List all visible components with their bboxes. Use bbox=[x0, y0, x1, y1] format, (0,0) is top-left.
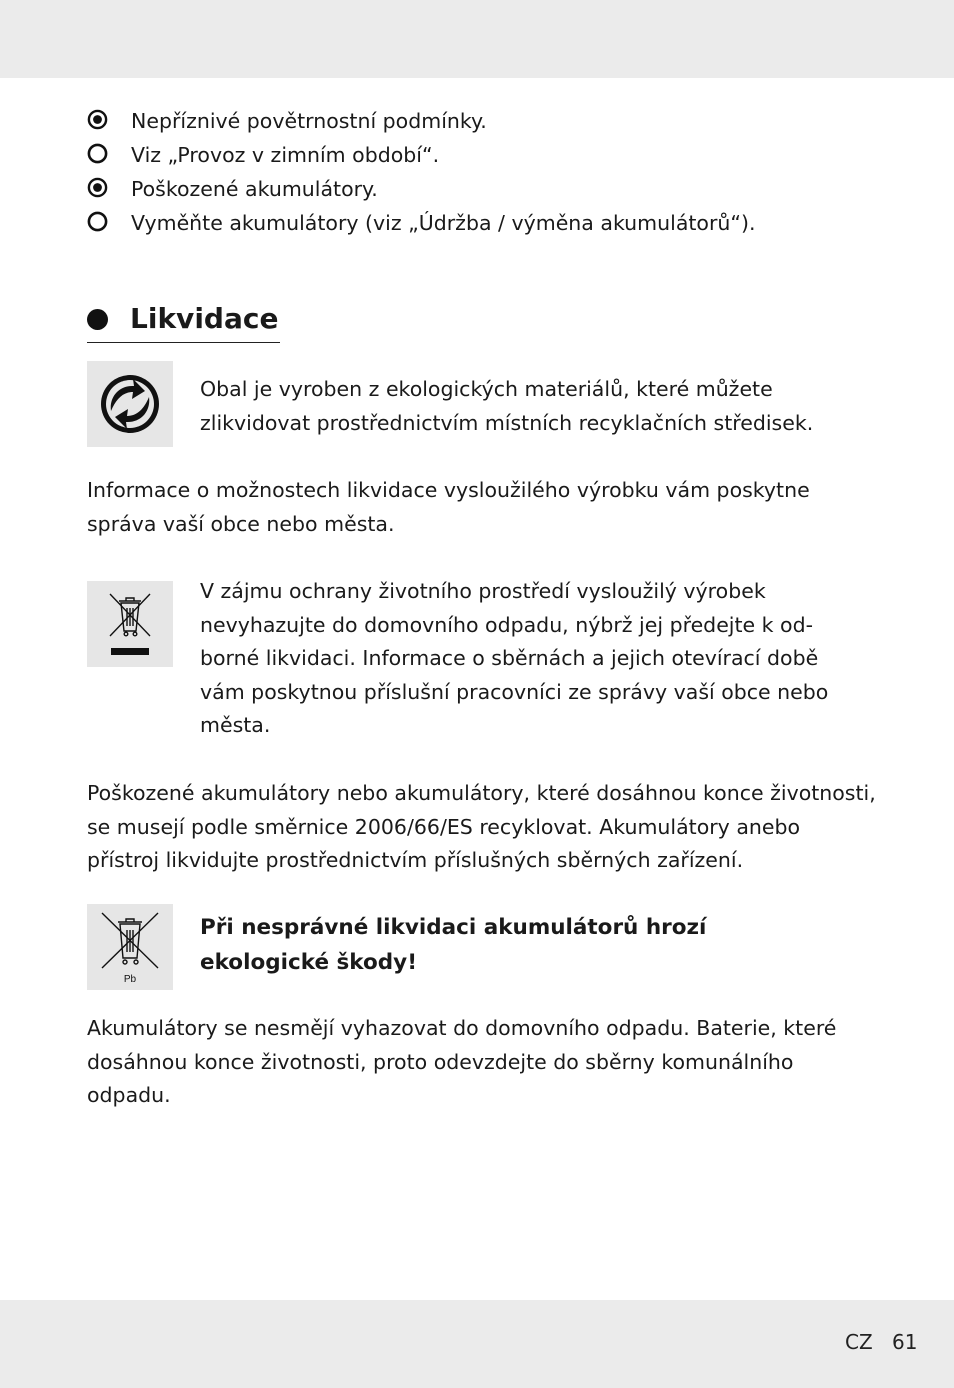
text-line: Při nesprávné likvidaci akumulátorů hrozí bbox=[200, 915, 707, 940]
weee-icon-box bbox=[87, 581, 173, 667]
battery-info-text bbox=[87, 777, 876, 878]
bottom-band bbox=[0, 1300, 954, 1388]
text-line: borné likvidaci. Informace o sběrnách a jejich otevírací době bbox=[200, 646, 819, 670]
section-heading bbox=[87, 298, 280, 343]
crossed-bin-pb-icon bbox=[87, 904, 173, 990]
heading-bullet-icon bbox=[87, 309, 108, 330]
text-line: vám poskytnou příslušní pracovníci ze správy vaší obce nebo bbox=[200, 679, 829, 704]
list-item-text: Poškozené akumulátory. bbox=[131, 177, 378, 201]
text-line: správa vaší obce nebo města. bbox=[87, 511, 395, 536]
text-line: Poškozené akumulátory nebo akumulátory, které dosáhnou konce životnosti, bbox=[87, 781, 876, 805]
recycle-icon-box bbox=[87, 361, 173, 447]
text-line: města. bbox=[200, 713, 271, 737]
final-text bbox=[87, 1012, 836, 1113]
page-number: 61 bbox=[892, 1330, 918, 1354]
info-text bbox=[87, 474, 810, 541]
text-line: odpadu. bbox=[87, 1083, 171, 1107]
packaging-text bbox=[200, 373, 813, 440]
text-line: zlikvidovat prostřednictvím místních recyklačních středisek. bbox=[200, 410, 814, 435]
list-item-text: Nepříznivé povětrnostní podmínky. bbox=[131, 109, 487, 133]
remedy-icon bbox=[87, 143, 108, 164]
footer-language: CZ bbox=[845, 1330, 873, 1354]
remedy-icon bbox=[87, 211, 108, 232]
text-line: Akumulátory se nesmějí vyhazovat do domovního odpadu. Baterie, které bbox=[87, 1016, 837, 1040]
text-line: Informace o možnostech likvidace vysloužilého výrobku vám poskytne bbox=[87, 478, 810, 502]
top-band bbox=[0, 0, 954, 78]
text-line: Obal je vyroben z ekologických materiálů, které můžete bbox=[200, 377, 773, 401]
text-line: nevyhazujte do domovního odpadu, nýbrž jej předejte k od- bbox=[200, 612, 814, 637]
text-line: se musejí podle směrnice 2006/66/ES recyklovat. Akumulátory anebo bbox=[87, 814, 801, 839]
pb-label: Pb bbox=[123, 974, 137, 985]
text-line: přístroj likvidujte prostřednictvím příslušných sběrných zařízení. bbox=[87, 848, 744, 872]
cause-icon bbox=[87, 177, 108, 198]
text-line: ekologické škody! bbox=[200, 950, 418, 975]
list-item-text: Viz „Provoz v zimním období“. bbox=[131, 143, 440, 167]
recycle-icon bbox=[87, 361, 173, 447]
battery-icon-box bbox=[87, 904, 173, 990]
weee-text bbox=[200, 575, 828, 743]
text-line: V zájmu ochrany životního prostředí vysloužilý výrobek bbox=[200, 579, 766, 603]
section-title: Likvidace bbox=[130, 302, 279, 335]
battery-warning-text bbox=[200, 910, 706, 980]
text-line: dosáhnou konce životnosti, proto odevzdejte do sběrny komunálního bbox=[87, 1049, 794, 1074]
crossed-bin-icon bbox=[87, 581, 173, 667]
cause-icon bbox=[87, 109, 108, 130]
list-item-text: Vyměňte akumulátory (viz „Údržba / výměna akumulátorů“). bbox=[131, 211, 756, 235]
